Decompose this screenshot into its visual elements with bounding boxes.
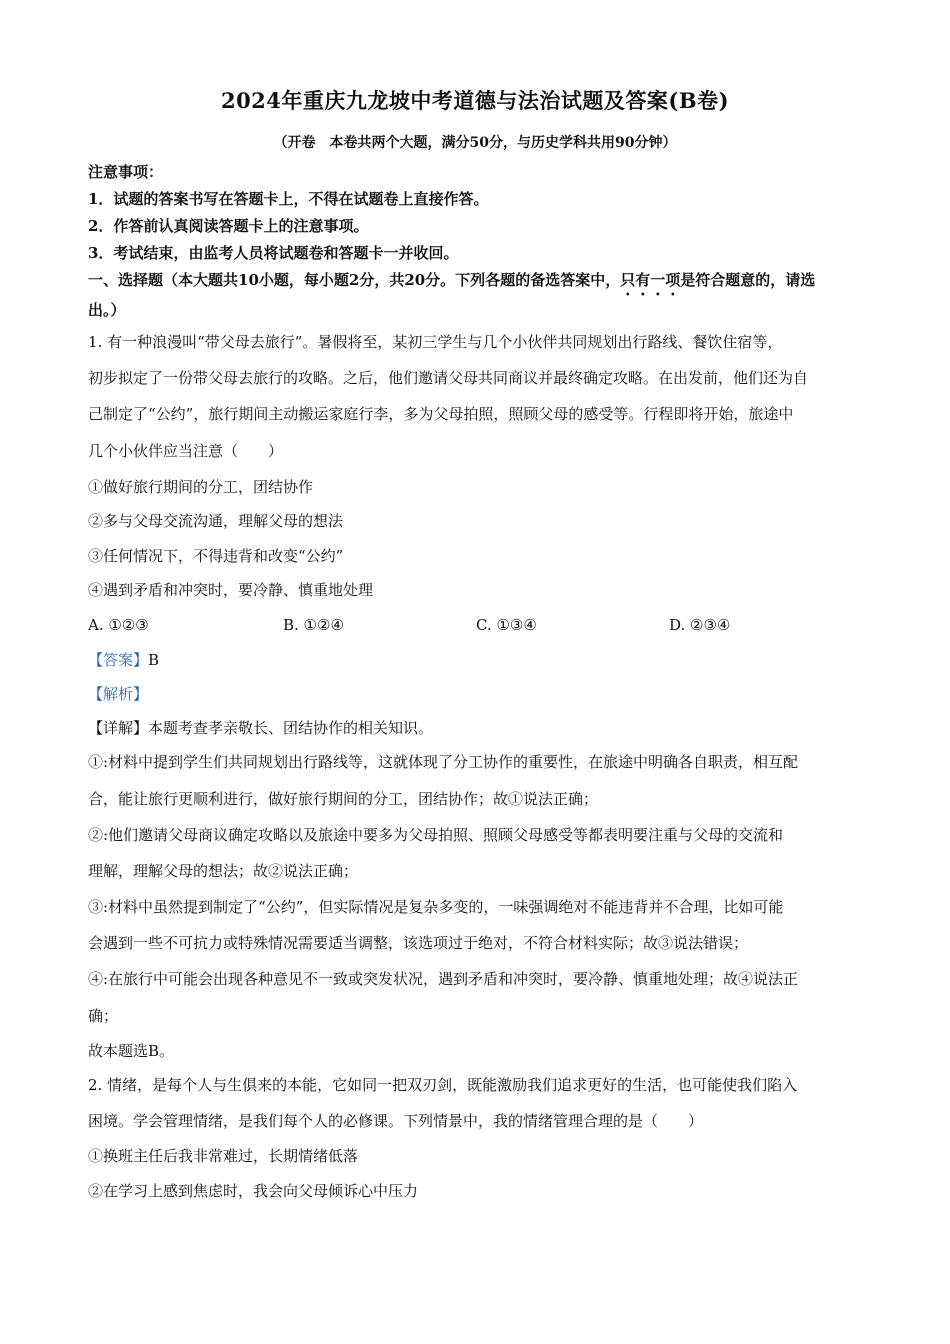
q1-explain-line: ②:他们邀请父母商议确定攻略以及旅途中要多为父母拍照、照顾父母感受等都表明要注重与父母的交流和 [88, 826, 784, 844]
section-heading-post: 是符合题意的，请选 [680, 271, 816, 289]
q1-option-b: B. ①②④ [283, 616, 344, 634]
q1-detail [88, 718, 868, 738]
q1-explain-line: ①:材料中提到学生们共同规划出行路线等，这就体现了分工协作的重要性，在旅途中明确各自职责，相互配 [88, 753, 799, 771]
q1-answer [88, 650, 868, 670]
page-title: 2024年重庆九龙坡中考道德与法治试题及答案(B卷) [220, 88, 730, 113]
q1-explain-line: ③:材料中虽然提到制定了“公约”，但实际情况是复杂多变的，一味强调绝对不能违背并不合理，比如可能 [88, 898, 784, 916]
q1-stem-line: 初步拟定了一份带父母去旅行的攻略。之后，他们邀请父母共同商议并最终确定攻略。在出发前，他们还为自 [88, 369, 809, 387]
page-subtitle: （开卷 本卷共两个大题，满分50分，与历史学科共用90分钟） [273, 135, 677, 151]
analysis-tag: 【解析】 [88, 685, 149, 703]
q1-explain-line: 理解，理解父母的想法；故②说法正确； [88, 862, 359, 880]
notes-item: 2．作答前认真阅读答题卡上的注意事项。 [88, 217, 369, 235]
q1-explain-line: 会遇到一些不可抗力或特殊情况需要适当调整，该选项过于绝对，不符合材料实际；故③说法错误； [88, 934, 749, 952]
answer-tag: 【答案】 [88, 651, 149, 669]
q1-explain-line: 确； [88, 1007, 119, 1025]
notes-item: 3．考试结束，由监考人员将试题卷和答题卡一并收回。 [88, 244, 459, 262]
q1-item: ①做好旅行期间的分工，团结协作 [88, 478, 314, 496]
q1-explain-line: 合，能让旅行更顺利进行，做好旅行期间的分工，团结协作；故①说法正确； [88, 790, 599, 808]
section-heading-pre: 一、选择题（本大题共10小题，每小题2分，共20分。下列各题的备选答案中， [88, 271, 621, 289]
q1-option-a: A. ①②③ [88, 616, 149, 634]
q1-item: ④遇到矛盾和冲突时，要冷静、慎重地处理 [88, 581, 374, 599]
notes-heading: 注意事项： [88, 163, 164, 181]
q2-item: ①换班主任后我非常难过，长期情绪低落 [88, 1147, 359, 1165]
q2-stem-line: 2. 情绪，是每个人与生俱来的本能，它如同一把双刃剑，既能激励我们追求更好的生活，也可能使我们陷入 [88, 1076, 798, 1094]
q1-item: ②多与父母交流沟通，理解父母的想法 [88, 512, 344, 530]
q1-item: ③任何情况下，不得违背和改变“公约” [88, 547, 344, 565]
section-heading-emphasis: 只有一项 [620, 271, 681, 289]
section-heading [88, 270, 868, 299]
detail-intro: 本题考查孝亲敬长、团结协作的相关知识。 [148, 719, 434, 737]
q1-stem-line: 己制定了“公约”，旅行期间主动搬运家庭行李，多为父母拍照，照顾父母的感受等。行程即将开始，旅途中 [88, 405, 794, 423]
q1-stem-line: 几个小伙伴应当注意（ ） [88, 442, 284, 460]
q2-item: ②在学习上感到焦虑时，我会向父母倾诉心中压力 [88, 1182, 419, 1200]
section-heading-cont: 出。） [88, 301, 126, 319]
q1-option-d: D. ②③④ [669, 616, 731, 634]
detail-tag: 【详解】 [88, 719, 149, 737]
q1-option-c: C. ①③④ [476, 616, 537, 634]
q1-conclusion: 故本题选B。 [88, 1042, 175, 1060]
q1-stem-line: 1. 有一种浪漫叫“带父母去旅行”。暑假将至，某初三学生与几个小伙伴共同规划出行路线、餐饮住宿等， [88, 333, 783, 351]
q2-stem-line: 困境。学会管理情绪，是我们每个人的必修课。下列情景中，我的情绪管理合理的是（ ） [88, 1112, 704, 1130]
notes-item: 1．试题的答案书写在答题卡上，不得在试题卷上直接作答。 [88, 190, 489, 208]
q1-explain-line: ④:在旅行中可能会出现各种意见不一致或突发状况，遇到矛盾和冲突时，要冷静、慎重地处理；故④说法正 [88, 970, 799, 988]
answer-value: B [148, 651, 160, 669]
